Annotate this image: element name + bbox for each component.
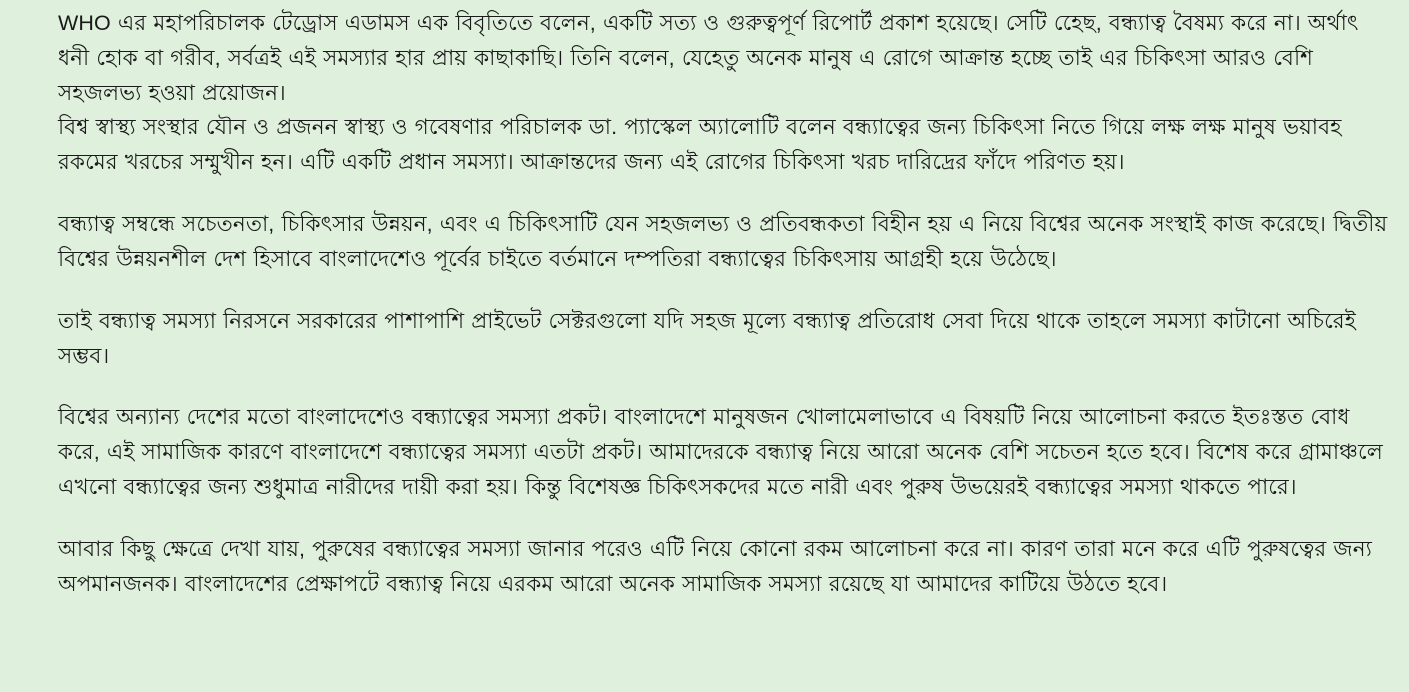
paragraph-5: বিশ্বের অন্যান্য দেশের মতো বাংলাদেশেও বন্ধ্যাত্বের সমস্যা প্রকট। বাংলাদেশে মানুষজন খোলামেলাভাবে এ বিষয়টি নিয়ে আলোচনা করতে ইতঃস্তত বোধ করে, এই সামাজিক কারণে বাংলাদেশে বন্ধ্যাত্বের সমস্যা এতটা প্রকট। আমাদেরকে বন্ধ্যাত্ব নিয়ে আরো অনেক বেশি সচেতন হতে হবে। বিশেষ করে গ্রামাঞ্চলে এখনো বন্ধ্যাত্বের জন্য শুধুমাত্র নারীদের দায়ী করা হয়। কিন্তু বিশেষজ্ঞ চিকিৎসকদের মতে নারী এবং পুরুষ উভয়েরই বন্ধ্যাত্বের সমস্যা থাকতে পারে। [58,405,1383,500]
paragraph-spacer [58,277,1395,304]
paragraph-4: তাই বন্ধ্যাত্ব সমস্যা নিরসনে সরকারের পাশাপাশি প্রাইভেট সেক্টরগুলো যদি সহজ মূল্যে বন্ধ্যাত্ব প্রতিরোধ সেবা দিয়ে থাকে তাহলে সমস্যা কাটানো অচিরেই সম্ভব। [58,308,1356,368]
paragraph-spacer [58,373,1395,400]
paragraph-spacer [58,180,1395,207]
paragraph-2: বিশ্ব স্বাস্থ্য সংস্থার যৌন ও প্রজনন স্বাস্থ্য ও গবেষণার পরিচালক ডা. প্যাস্কেল অ্যালোটি বলেন বন্ধ্যাত্বের জন্য চিকিৎসা নিতে গিয়ে লক্ষ লক্ষ মানুষ ভয়াবহ রকমের খরচের সম্মুখীন হন। এটি একটি প্রধান সমস্যা। আক্রান্তদের জন্য এই রোগের চিকিৎসা খরচ দারিদ্রের ফাঁদে পরিণত হয়। [58,115,1342,175]
paragraph-3: বন্ধ্যাত্ব সম্বন্ধে সচেতনতা, চিকিৎসার উন্নয়ন, এবং এ চিকিৎসাটি যেন সহজলভ্য ও প্রতিবন্ধকতা বিহীন হয় এ নিয়ে বিশ্বের অনেক সংস্থাই কাজ করেছে। দ্বিতীয় বিশ্বের উন্নয়নশীল দেশ হিসাবে বাংলাদেশেও পূর্বের চাইতে বর্তমানে দম্পতিরা বন্ধ্যাত্বের চিকিৎসায় আগ্রহী হয়ে উঠেছে। [58,212,1388,271]
paragraph-spacer [58,505,1395,532]
paragraph-1: WHO এর মহাপরিচালক টেড্রোস এডামস এক বিবৃতিতে বলেন, একটি সত্য ও গুরুত্বপূর্ণ রিপোর্ট প্রকাশ হয়েছে। সেটি হেেছ, বন্ধ্যাত্ব বৈষম্য করে না। অর্থাৎ ধনী হোক বা গরীব, সর্বত্রই এই সমস্যার হার প্রায় কাছাকাছি। তিনি বলেন, যেহেতু অনেক মানুষ এ রোগে আক্রান্ত হচ্ছে তাই এর চিকিৎসা আরও বেশি সহজলভ্য হওয়া প্রয়োজন। [58,11,1359,105]
paragraph-6: আবার কিছু ক্ষেত্রে দেখা যায়, পুরুষের বন্ধ্যাত্বের সমস্যা জানার পরেও এটি নিয়ে কোনো রকম আলোচনা করে না। কারণ তারা মনে করে এটি পুরুষত্বের জন্য অপমানজনক। বাংলাদেশের প্রেক্ষাপটে বন্ধ্যাত্ব নিয়ে এরকম আরো অনেক সামাজিক সমস্যা রয়েছে যা আমাদের কাটিয়ে উঠতে হবে। [58,536,1372,596]
